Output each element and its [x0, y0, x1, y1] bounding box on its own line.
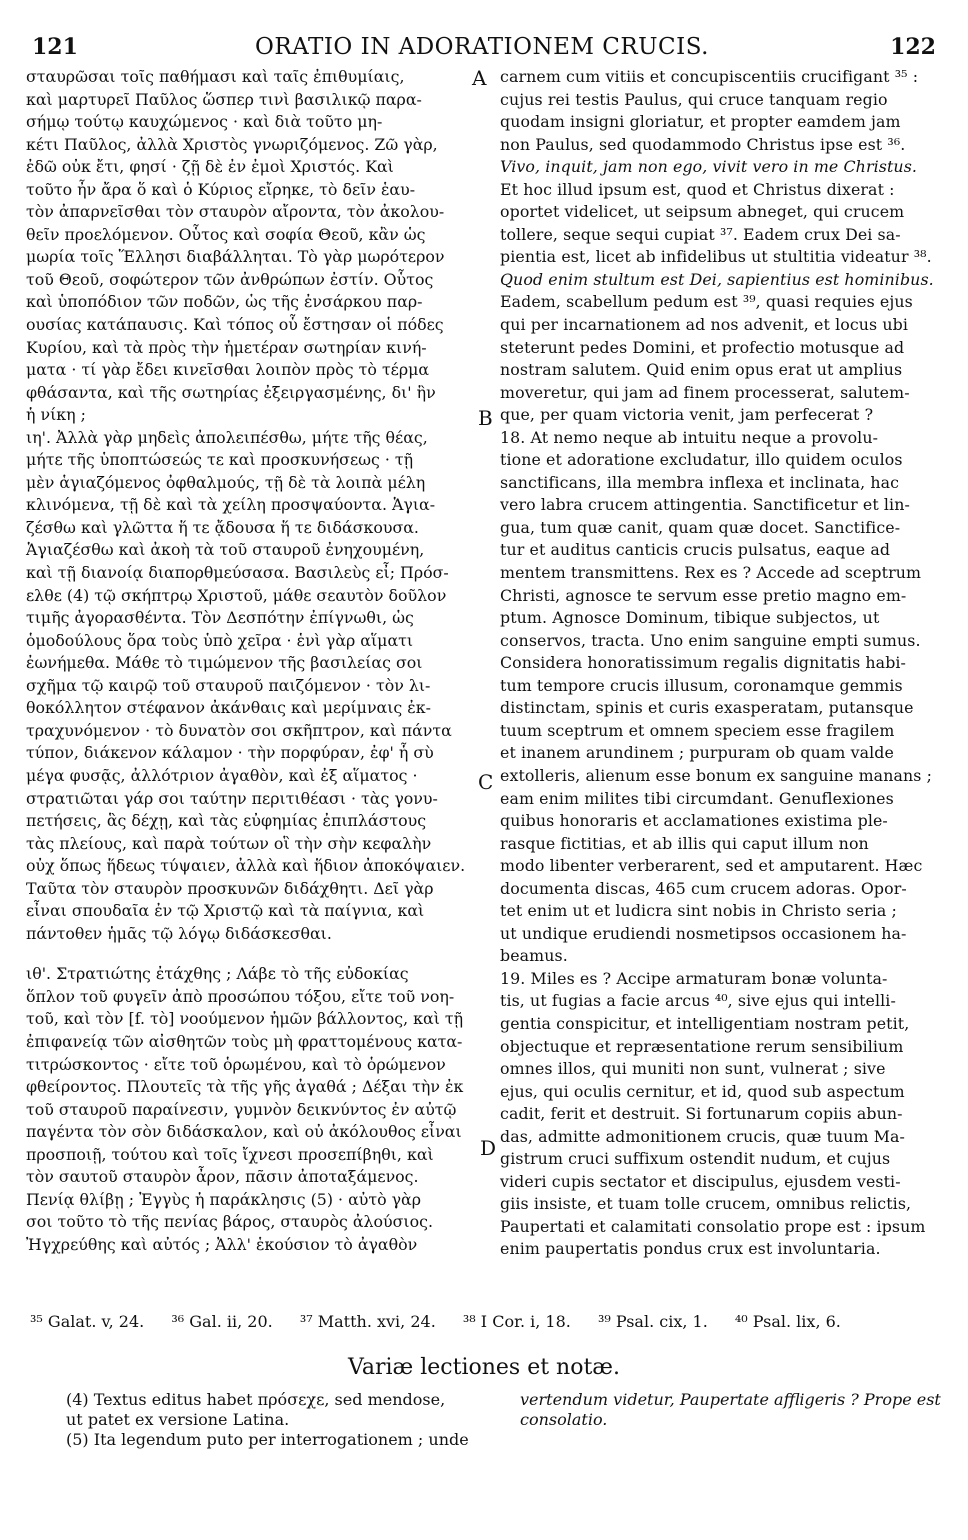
- text-line: σοι τοῦτο τὸ τῆς πενίας βάρος, σταυρὸς ἀλούσιος.: [26, 1212, 433, 1232]
- text-line: σταυρῶσαι τοῖς παθήμασι καὶ ταῖς ἐπιθυμίαις,: [26, 67, 405, 86]
- text-line: τοῦ Θεοῦ, σοφώτερον τῶν ἀνθρώπων ἐστίν. Οὗτος: [26, 269, 434, 289]
- text-line: τὸν ἀπαρνεῖσθαι τὸν σταυρὸν αἴροντα, τὸν ἀκολου-: [26, 202, 445, 222]
- margin-marker-c: C: [478, 770, 494, 794]
- text-line: sanctificans, illa membra inflexa et inclinata, hac: [500, 472, 900, 492]
- footnote: ³⁹ Psal. cix, 1.: [597, 1312, 708, 1331]
- note-line: consolatio.: [520, 1410, 608, 1429]
- text-line: τοῦ, καὶ τὸν [f. τὸ] νοούμενον ἡμῶν βάλλοντος, καὶ τῇ: [26, 1009, 464, 1029]
- text-line: τὸν σαυτοῦ σταυρὸν ἆρον, πᾶσιν ἀποταξάμενος.: [26, 1167, 419, 1187]
- text-line: τιμῆς ἀγορασθέντα. Τὸν Δεσπότην ἐπίγνωθι, ὡς: [26, 608, 414, 628]
- text-line: vero labra crucem attingentia. Sanctificetur et lin-: [500, 495, 910, 515]
- text-line: Considera honoratissimum regalis dignitatis habi-: [500, 653, 906, 673]
- text-line: στρατιῶται γάρ σοι ταύτην περιτιθέασι · τὰς γονυ-: [26, 788, 438, 808]
- text-line: oportet videlicet, ut seipsum abneget, qui crucem: [500, 202, 905, 222]
- text-line: καὶ τῇ διανοίᾳ διαπορθμεύσασα. Βασιλεὺς εἶ; Πρόσ-: [26, 563, 449, 583]
- text-line: προσποιῇ, τούτου καὶ τοῖς ἴχνεσι προσεπίβηθι, καὶ: [26, 1144, 434, 1164]
- variae-notes-right: [520, 1390, 940, 1430]
- note-line: ut patet ex versione Latina.: [66, 1410, 290, 1429]
- text-line: videri cupis sectator et discipulus, ejusdem vesti-: [500, 1171, 901, 1191]
- text-line: tis, ut fugias a facie arcus ⁴⁰, sive ejus qui intelli-: [500, 991, 896, 1011]
- text-line: πάντοθεν ἡμᾶς τῷ λόγῳ διδάσκεσθαι.: [26, 923, 332, 943]
- text-line: carnem cum vitiis et concupiscentiis crucifigant ³⁵ :: [500, 67, 919, 86]
- text-line: παγέντα τὸν σὸν διδάσκαλον, καὶ οὐ ἀκόλουθος εἶναι: [26, 1122, 462, 1142]
- text-line: μήτε τῆς ὑποπτώσεώς τε καὶ προσκυνήσεως · τῇ: [26, 450, 414, 470]
- text-line: qui per incarnationem ad nos advenit, et locus ubi: [500, 315, 909, 335]
- text-line: objectuque et repræsentatione rerum sensibilium: [500, 1036, 904, 1056]
- footnote: ³⁵ Galat. v, 24.: [30, 1312, 145, 1331]
- text-line: μέγα φυσᾷς, ἀλλότριον ἀγαθὸν, καὶ ἐξ αἵματος ·: [26, 765, 418, 785]
- text-line: moveretur, qui jam ad finem processerat, salutem-: [500, 382, 910, 402]
- page-header: [28, 34, 936, 64]
- text-line: ut undique erudiendi nosmetipsos occasionem ha-: [500, 923, 907, 943]
- text-line: que, per quam victoria venit, jam perfecerat ?: [500, 405, 874, 425]
- text-line: das, admitte admonitionem crucis, quæ tuum Ma-: [500, 1126, 905, 1146]
- margin-marker-a: A: [472, 66, 487, 90]
- text-line: ιθ'. Στρατιώτης ἐτάχθης ; Λάβε τὸ τῆς εὐδοκίας: [26, 964, 409, 984]
- text-line: μὲν ἁγιαζόμενος ὀφθαλμούς, τῇ δὲ τὰ λοιπὰ μέλη: [26, 472, 426, 492]
- text-line: τοῦ σταυροῦ παραίνεσιν, γυμνὸν δεικνύντος ἐν αὐτῷ: [26, 1099, 457, 1119]
- note-line: (5) Ita legendum puto per interrogationem ; unde: [66, 1430, 469, 1449]
- text-line: omnes illos, qui muniti non sunt, vulnerat ; sive: [500, 1059, 886, 1079]
- text-line: ἐωνήμεθα. Μάθε τὸ τιμώμενον τῆς βασιλείας σοι: [26, 653, 423, 673]
- text-line: Κυρίου, καὶ τὰ πρὸς τὴν ἡμετέραν σωτηρίαν κινή-: [26, 337, 427, 357]
- text-line: Et hoc illud ipsum est, quod et Christus dixerat :: [500, 179, 895, 199]
- text-line: 19. Miles es ? Accipe armaturam bonæ volunta-: [500, 968, 888, 988]
- footnote: ³⁷ Matth. xvi, 24.: [299, 1312, 436, 1331]
- text-line: μωρία τοῖς Ἕλλησι διαβάλληται. Τὸ γὰρ μωρότερον: [26, 247, 445, 267]
- text-line: τοῦτο ἦν ἄρα ὅ καὶ ὁ Κύριος εἴρηκε, τὸ δεῖν ἑαυ-: [26, 179, 416, 199]
- text-line: ιη'. Ἀλλὰ γὰρ μηδεὶς ἀπολειπέσθω, μήτε τῆς θέας,: [26, 427, 428, 447]
- text-line: πετήσεις, ἃς δέχῃ, καὶ τὰς εὐφημίας ἐπιπλάστους: [26, 811, 427, 831]
- text-line: ὁμοδούλους ὅρα τοὺς ὑπὸ χεῖρα · ἑνὶ γὰρ αἵματι: [26, 630, 414, 650]
- text-line: tollere, seque sequi cupiat ³⁷. Eadem crux Dei sa-: [500, 224, 901, 244]
- text-line: tur et auditus canticis crucis pulsatus, eaque ad: [500, 540, 891, 560]
- text-line: quibus honoraris et acclamationes existima ple-: [500, 811, 888, 831]
- text-line: steterunt pedes Domini, et profectio motusque ad: [500, 337, 905, 357]
- text-line: eam enim milites tibi circumdant. Genuflexiones: [500, 788, 894, 808]
- text-line: τραχυνόμενον · τὸ δυνατὸν σοι σκῆπτρον, καὶ πάντα: [26, 720, 452, 740]
- text-line: cujus rei testis Paulus, qui cruce tanquam regio: [500, 89, 888, 109]
- text-line: ptum. Agnosce Dominum, tibique subjectos, ut: [500, 608, 880, 628]
- text-line: εἶναι σπουδαῖα ἐν τῷ Χριστῷ καὶ τὰ παίγνια, καὶ: [26, 901, 425, 921]
- text-line: pientia est, licet ab infidelibus ut stultitia videatur ³⁸.: [500, 247, 932, 267]
- text-line: καὶ ὑποπόδιον τῶν ποδῶν, ὡς τῆς ἐνσάρκου παρ-: [26, 292, 423, 312]
- text-line: τιτρώσκοντος · εἴτε τοῦ ὁρωμένου, καὶ τὸ ὁρώμενον: [26, 1054, 446, 1074]
- text-line: Πενίᾳ θλίβῃ ; Ἐγγὺς ἡ παράκλησις (5) · αὐτὸ γὰρ: [26, 1189, 422, 1209]
- footnote: ³⁶ Gal. ii, 20.: [171, 1312, 273, 1331]
- text-line: gistrum cruci suffixum ostendit nudum, et cujus: [500, 1149, 891, 1169]
- text-line: τύπον, διάκενον κάλαμον · τὴν πορφύραν, ἐφ' ἧ σὺ: [26, 743, 434, 763]
- text-line: tione et adoratione excludatur, illo quidem oculos: [500, 450, 903, 470]
- footnote: ³⁸ I Cor. i, 18.: [462, 1312, 571, 1331]
- text-line: ζέσθω καὶ γλῶττα ἥ τε ᾄδουσα ἥ τε διδάσκουσα.: [26, 517, 419, 537]
- text-line: tet enim ut et ludicra sint nobis in Christo seria ;: [500, 901, 897, 921]
- text-line: ελθε (4) τῷ σκήπτρῳ Χριστοῦ, μάθε σεαυτὸν δοῦλον: [26, 585, 447, 605]
- text-line: φθάσαντα, καὶ τῆς σωτηρίας ἐξειργασμένης, δι' ἣν: [26, 382, 436, 402]
- text-line: κέτι Παῦλος, ἀλλὰ Χριστὸς γνωριζόμενος. Ζῶ γὰρ,: [26, 134, 438, 154]
- running-title: ORATIO IN ADORATIONEM CRUCIS.: [254, 34, 709, 60]
- text-line: Ἠγχρεύθης καὶ αὐτός ; Ἀλλ' ἑκούσιον τὸ ἀγαθὸν: [26, 1234, 418, 1254]
- text-line: extolleris, alienum esse bonum ex sanguine manans ;: [500, 765, 933, 785]
- text-line: giis insiste, et tuam tolle crucem, omnibus relictis,: [500, 1194, 912, 1214]
- variae-notes-left: [66, 1390, 486, 1450]
- latin-column: [500, 66, 934, 1261]
- text-line: modo libenter verberarent, sed et amputarent. Hæc: [500, 856, 923, 876]
- text-line: enim paupertatis pondus crux est involuntaria.: [500, 1239, 881, 1259]
- text-line: non Paulus, sed quodammodo Christus ipse est ³⁶.: [500, 134, 906, 154]
- margin-marker-d: D: [480, 1136, 497, 1160]
- text-line: σχῆμα τῷ καιρῷ τοῦ σταυροῦ παιζόμενον · τὸν λι-: [26, 675, 431, 695]
- text-line: φθείροντος. Πλουτεῖς τὰ τῆς γῆς ἀγαθά ; Δέξαι τὴν ἐκ: [26, 1077, 464, 1097]
- text-line: Christi, agnosce te servum esse pretio magno em-: [500, 585, 907, 605]
- text-line: conservos, tracta. Uno enim sanguine empti sumus.: [500, 630, 921, 650]
- text-line: 18. At nemo neque ab intuitu neque a provolu-: [500, 427, 879, 447]
- text-line: Paupertati et calamitati consolatio prope est : ipsum: [500, 1216, 926, 1236]
- greek-column: [26, 66, 474, 1256]
- text-line: beamus.: [500, 946, 568, 966]
- text-line: ἐδῶ οὐκ ἔτι, φησί · ζῇ δὲ ἐν ἐμοὶ Χριστός. Καὶ: [26, 157, 394, 177]
- margin-marker-b: B: [478, 406, 493, 430]
- text-line: ουσίας κατάπαυσις. Καὶ τόπος οὗ ἔστησαν οἱ πόδες: [26, 315, 444, 335]
- footnote: ⁴⁰ Psal. lix, 6.: [734, 1312, 841, 1331]
- text-line: ejus, qui oculis cernitur, et id, quod sub aspectum: [500, 1081, 905, 1101]
- text-line: gentia conspicitur, et intelligentiam nostram petit,: [500, 1013, 910, 1033]
- text-line: rasque fictitias, et ab illis qui caput illum non: [500, 833, 869, 853]
- text-line: distinctam, spinis et curis exasperatam, putansque: [500, 698, 914, 718]
- text-line: ἐπιφανείᾳ τῶν αἰσθητῶν τοὺς μὴ φραττομένους κατα-: [26, 1031, 463, 1051]
- text-line: Quod enim stultum est Dei, sapientius est hominibus.: [500, 269, 934, 289]
- text-line: Eadem, scabellum pedum est ³⁹, quasi requies ejus: [500, 292, 913, 312]
- text-line: gua, tum quæ canit, quam quæ docet. Sanctifice-: [500, 517, 901, 537]
- text-line: quodam insigni gloriatur, et propter eamdem jam: [500, 112, 901, 132]
- page-number-right: 122: [890, 34, 936, 60]
- text-line: mentem transmittens. Rex es ? Accede ad sceptrum: [500, 563, 922, 583]
- text-line: documenta discas, 465 cum crucem adoras. Opor-: [500, 878, 907, 898]
- text-line: cadit, ferit et destruit. Si fortunarum copiis abun-: [500, 1104, 903, 1124]
- text-line: οὐχ ὅπως ἥδεως τύψαιεν, ἀλλὰ καὶ ἥδιον ἀποκόψαιεν.: [26, 856, 466, 876]
- text-line: σήμῳ τούτῳ καυχώμενος · καὶ διὰ τοῦτο μη-: [26, 112, 383, 132]
- text-line: et inanem arundinem ; purpuram ob quam valde: [500, 743, 894, 763]
- text-line: tuum sceptrum et omnem speciem esse fragilem: [500, 720, 895, 740]
- note-line: (4) Textus editus habet πρόσεχε, sed mendose,: [66, 1390, 446, 1409]
- text-line: κλινόμενα, τῇ δὲ καὶ τὰ χείλη προσψαύοντα. Ἁγια-: [26, 495, 436, 515]
- note-line: vertendum videtur, Paupertate affligeris ? Prope est: [520, 1390, 941, 1409]
- text-line: Ἁγιαζέσθω καὶ ἀκοὴ τὰ τοῦ σταυροῦ ἐνηχουμένη,: [26, 540, 425, 560]
- footnotes: [30, 1312, 936, 1331]
- text-line: ἡ νίκη ;: [26, 405, 86, 425]
- variae-lectiones-title: Variæ lectiones et notæ.: [348, 1355, 620, 1380]
- text-line: Ταῦτα τὸν σταυρὸν προσκυνῶν διδάχθητι. Δεῖ γὰρ: [26, 878, 434, 898]
- text-line: ὅπλον τοῦ φυγεῖν ἀπὸ προσώπου τόξου, εἴτε τοῦ νοη-: [26, 986, 455, 1006]
- text-line: καὶ μαρτυρεῖ Παῦλος ὥσπερ τινὶ βασιλικῷ παρα-: [26, 89, 422, 109]
- text-line: tum tempore crucis illusum, coronamque gemmis: [500, 675, 903, 695]
- text-line: θοκόλλητον στέφανον ἀκάνθαις καὶ μερίμναις ἐκ-: [26, 698, 431, 718]
- text-line: ματα · τί γὰρ ἔδει κινεῖσθαι λοιπὸν πρὸς τὸ τέρμα: [26, 360, 430, 380]
- text-line: θεῖν προελόμενον. Οὗτος καὶ σοφία Θεοῦ, κἂν ὡς: [26, 224, 426, 244]
- text-line: Vivo, inquit, jam non ego, vivit vero in me Christus.: [500, 157, 918, 177]
- text-line: τὰς πλείους, καὶ παρὰ τούτων οἳ τὴν σὴν κεφαλὴν: [26, 833, 432, 853]
- greek-paragraph-2: [26, 963, 474, 1256]
- greek-paragraph-1: [26, 66, 474, 945]
- page-number-left: 121: [32, 34, 78, 60]
- text-line: nostram salutem. Quid enim opus erat ut amplius: [500, 360, 903, 380]
